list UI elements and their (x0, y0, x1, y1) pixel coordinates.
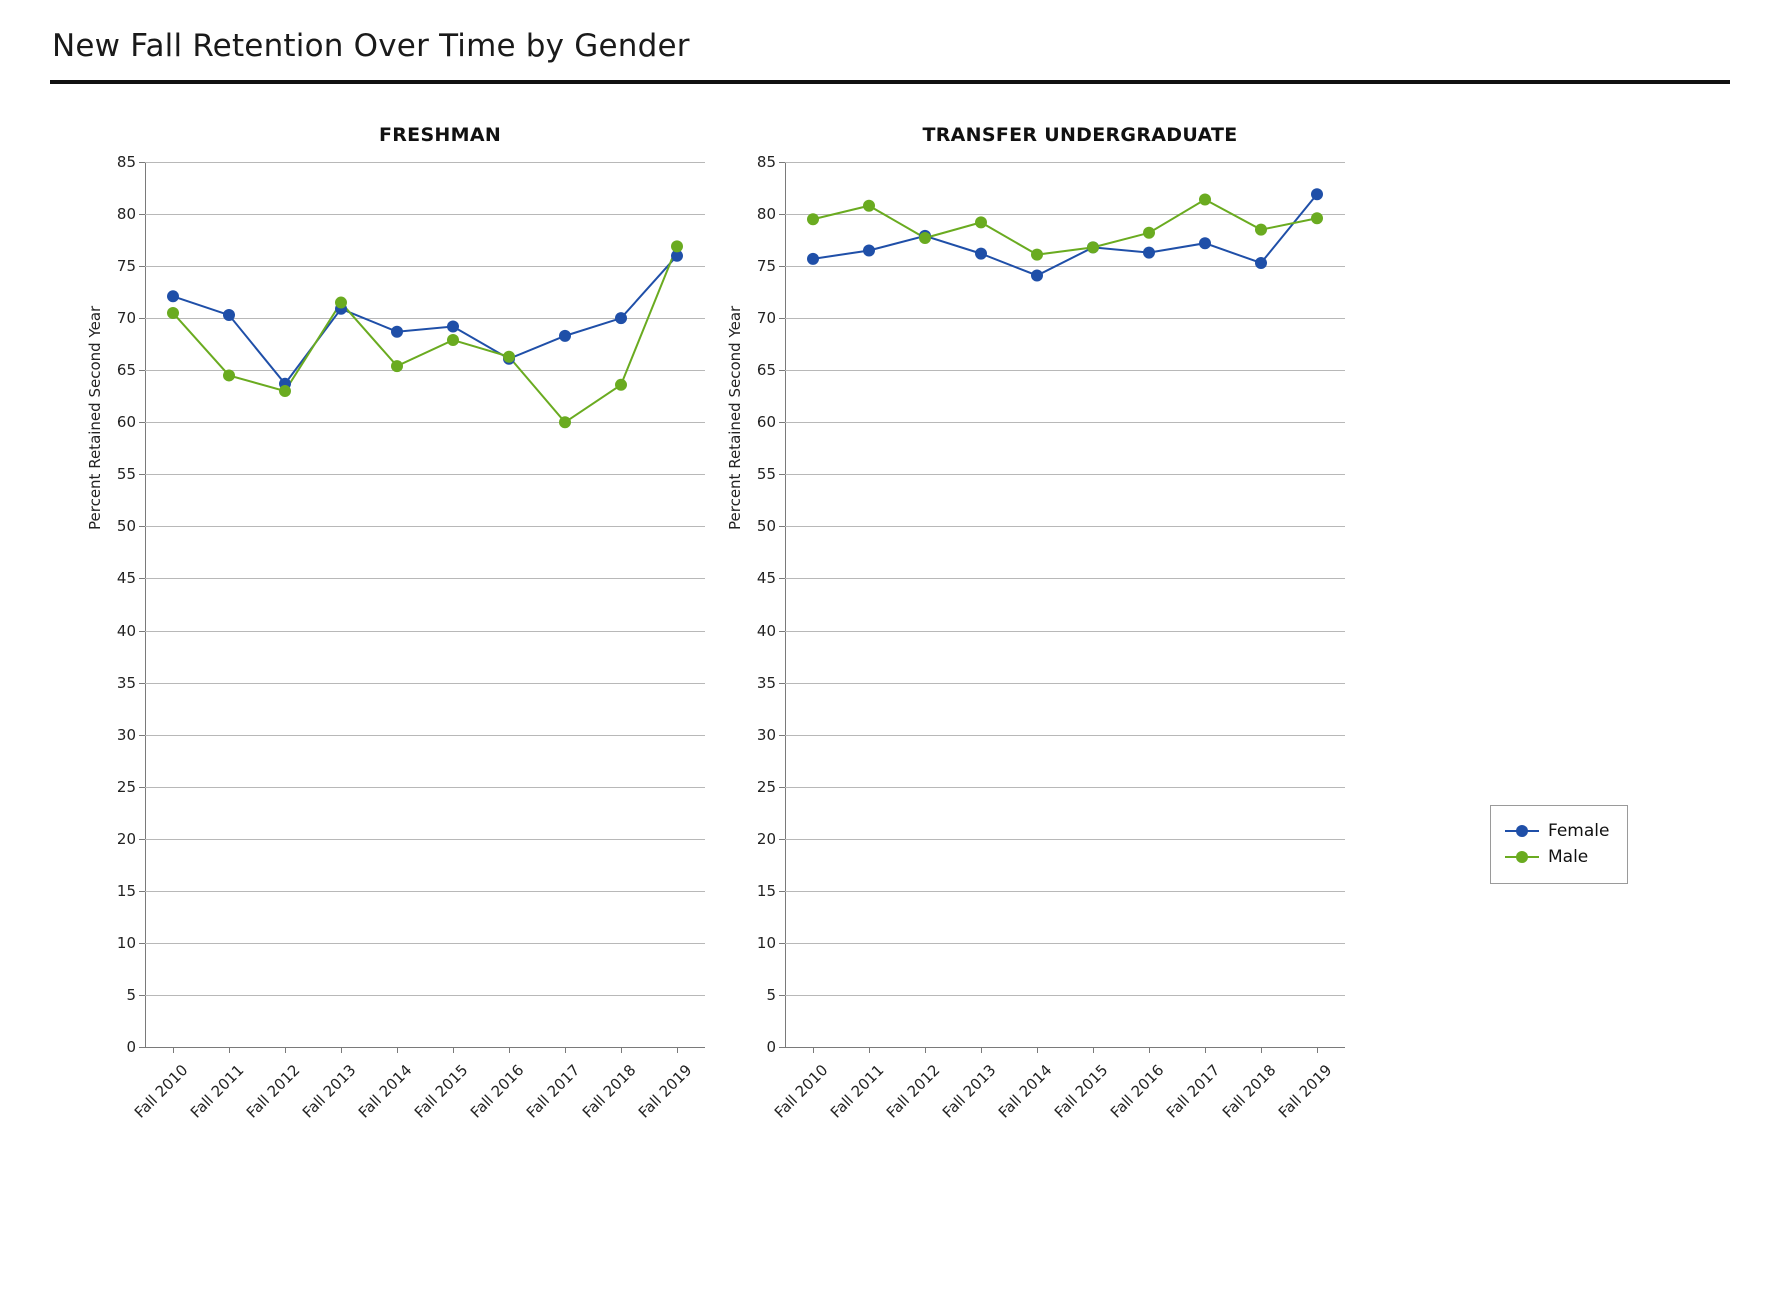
x-tick-mark (509, 1047, 510, 1053)
y-axis-label-transfer: Percent Retained Second Year (726, 305, 744, 530)
data-point-female[interactable] (391, 326, 403, 338)
y-tick-label: 30 (116, 725, 136, 744)
y-tick-label: 55 (116, 465, 136, 484)
data-point-male[interactable] (919, 232, 931, 244)
data-point-male[interactable] (807, 213, 819, 225)
x-tick-label: Fall 2015 (410, 1061, 472, 1122)
y-tick-mark (139, 1047, 145, 1048)
y-tick-label: 25 (116, 777, 136, 796)
data-point-male[interactable] (1143, 227, 1155, 239)
y-tick-label: 25 (756, 777, 776, 796)
y-tick-label: 85 (116, 153, 136, 171)
x-tick-mark (453, 1047, 454, 1053)
x-tick-mark (397, 1047, 398, 1053)
data-point-male[interactable] (447, 334, 459, 346)
y-tick-label: 30 (756, 725, 776, 744)
chart-legend (1490, 805, 1628, 884)
data-point-male[interactable] (503, 351, 515, 363)
y-tick-label: 55 (756, 465, 776, 484)
charts-area (0, 100, 1777, 1315)
data-point-male[interactable] (167, 307, 179, 319)
series-layer (785, 162, 1345, 1047)
y-tick-label: 5 (126, 985, 136, 1004)
x-tick-mark (621, 1047, 622, 1053)
data-point-female[interactable] (1255, 257, 1267, 269)
x-tick-label: Fall 2014 (994, 1061, 1056, 1122)
x-tick-label: Fall 2011 (826, 1061, 888, 1122)
y-tick-label: 70 (756, 309, 776, 328)
title-divider (50, 80, 1730, 84)
data-point-male[interactable] (559, 416, 571, 428)
x-tick-label: Fall 2012 (242, 1061, 304, 1122)
plot-area-transfer (756, 153, 1345, 1122)
legend-item-male (1505, 844, 1613, 870)
x-tick-label: Fall 2015 (1050, 1061, 1112, 1122)
y-tick-label: 80 (756, 205, 776, 224)
y-tick-label: 10 (756, 933, 776, 952)
data-point-male[interactable] (279, 385, 291, 397)
data-point-male[interactable] (1087, 241, 1099, 253)
y-tick-label: 80 (116, 205, 136, 224)
y-tick-label: 70 (116, 309, 136, 328)
y-axis-label-freshman: Percent Retained Second Year (86, 305, 104, 530)
x-tick-label: Fall 2018 (1218, 1061, 1280, 1122)
legend-marker-female-icon (1505, 824, 1539, 838)
data-point-female[interactable] (863, 245, 875, 257)
data-point-male[interactable] (1031, 249, 1043, 261)
y-tick-label: 60 (756, 413, 776, 432)
x-tick-mark (1205, 1047, 1206, 1053)
data-point-male[interactable] (615, 379, 627, 391)
chart-panel-transfer (690, 100, 1390, 1260)
page-title: New Fall Retention Over Time by Gender (52, 28, 690, 64)
y-tick-label: 15 (116, 881, 136, 900)
chart-panel-freshman (60, 100, 760, 1260)
y-tick-label: 35 (756, 673, 776, 692)
x-tick-label: Fall 2012 (882, 1061, 944, 1122)
chart-title-freshman: FRESHMAN (378, 124, 502, 146)
data-point-male[interactable] (1311, 212, 1323, 224)
y-tick-label: 45 (756, 569, 776, 588)
y-tick-label: 60 (116, 413, 136, 432)
legend-marker-male-icon (1505, 850, 1539, 864)
data-point-female[interactable] (1199, 237, 1211, 249)
data-point-female[interactable] (1031, 269, 1043, 281)
y-tick-label: 20 (756, 829, 776, 848)
data-point-female[interactable] (1143, 247, 1155, 259)
plot-area-freshman (116, 153, 705, 1122)
data-point-male[interactable] (975, 216, 987, 228)
y-tick-label: 75 (116, 257, 136, 276)
y-tick-label: 10 (116, 933, 136, 952)
x-tick-label: Fall 2010 (770, 1061, 832, 1122)
series-line-female (813, 194, 1317, 275)
legend-label-male: Male (1548, 847, 1589, 867)
y-tick-label: 40 (116, 621, 136, 640)
legend-label-female: Female (1548, 821, 1610, 841)
data-point-male[interactable] (335, 297, 347, 309)
y-tick-label: 15 (756, 881, 776, 900)
series-line-male (173, 246, 677, 422)
y-tick-label: 50 (756, 517, 776, 536)
x-tick-mark (229, 1047, 230, 1053)
data-point-male[interactable] (1199, 193, 1211, 205)
x-tick-label: Fall 2016 (466, 1061, 528, 1122)
x-tick-mark (1261, 1047, 1262, 1053)
x-tick-mark (677, 1047, 678, 1053)
x-tick-label: Fall 2013 (298, 1061, 360, 1122)
x-tick-label: Fall 2019 (1274, 1061, 1336, 1122)
y-tick-label: 0 (766, 1038, 776, 1056)
data-point-female[interactable] (615, 312, 627, 324)
series-line-female (173, 256, 677, 384)
x-tick-mark (1317, 1047, 1318, 1053)
data-point-female[interactable] (559, 330, 571, 342)
data-point-female[interactable] (975, 248, 987, 260)
x-tick-label: Fall 2019 (634, 1061, 696, 1122)
y-tick-label: 20 (116, 829, 136, 848)
y-tick-label: 75 (756, 257, 776, 276)
data-point-female[interactable] (223, 309, 235, 321)
y-tick-label: 0 (126, 1038, 136, 1056)
x-tick-label: Fall 2011 (186, 1061, 248, 1122)
x-tick-mark (1037, 1047, 1038, 1053)
x-tick-mark (285, 1047, 286, 1053)
legend-item-female (1505, 818, 1613, 844)
y-tick-mark (779, 1047, 785, 1048)
x-tick-mark (1093, 1047, 1094, 1053)
y-tick-label: 45 (116, 569, 136, 588)
x-tick-mark (981, 1047, 982, 1053)
x-tick-mark (925, 1047, 926, 1053)
x-tick-label: Fall 2017 (1162, 1061, 1224, 1122)
data-point-male[interactable] (391, 360, 403, 372)
data-point-female[interactable] (167, 290, 179, 302)
x-tick-label: Fall 2016 (1106, 1061, 1168, 1122)
x-tick-mark (869, 1047, 870, 1053)
x-tick-mark (813, 1047, 814, 1053)
data-point-female[interactable] (1311, 188, 1323, 200)
x-tick-label: Fall 2013 (938, 1061, 1000, 1122)
chart-title-transfer: TRANSFER UNDERGRADUATE (922, 124, 1238, 146)
x-tick-mark (341, 1047, 342, 1053)
y-tick-label: 65 (116, 361, 136, 380)
data-point-male[interactable] (1255, 224, 1267, 236)
y-tick-label: 5 (766, 985, 776, 1004)
x-tick-label: Fall 2018 (578, 1061, 640, 1122)
data-point-female[interactable] (807, 253, 819, 265)
x-tick-mark (173, 1047, 174, 1053)
x-tick-mark (1149, 1047, 1150, 1053)
data-point-male[interactable] (223, 369, 235, 381)
x-tick-label: Fall 2014 (354, 1061, 416, 1122)
x-tick-label: Fall 2010 (130, 1061, 192, 1122)
data-point-male[interactable] (671, 240, 683, 252)
y-tick-label: 35 (116, 673, 136, 692)
y-tick-label: 65 (756, 361, 776, 380)
x-tick-label: Fall 2017 (522, 1061, 584, 1122)
data-point-female[interactable] (447, 321, 459, 333)
y-tick-label: 40 (756, 621, 776, 640)
data-point-male[interactable] (863, 200, 875, 212)
x-tick-mark (565, 1047, 566, 1053)
y-tick-label: 50 (116, 517, 136, 536)
y-tick-label: 85 (756, 153, 776, 171)
series-layer (145, 162, 705, 1047)
